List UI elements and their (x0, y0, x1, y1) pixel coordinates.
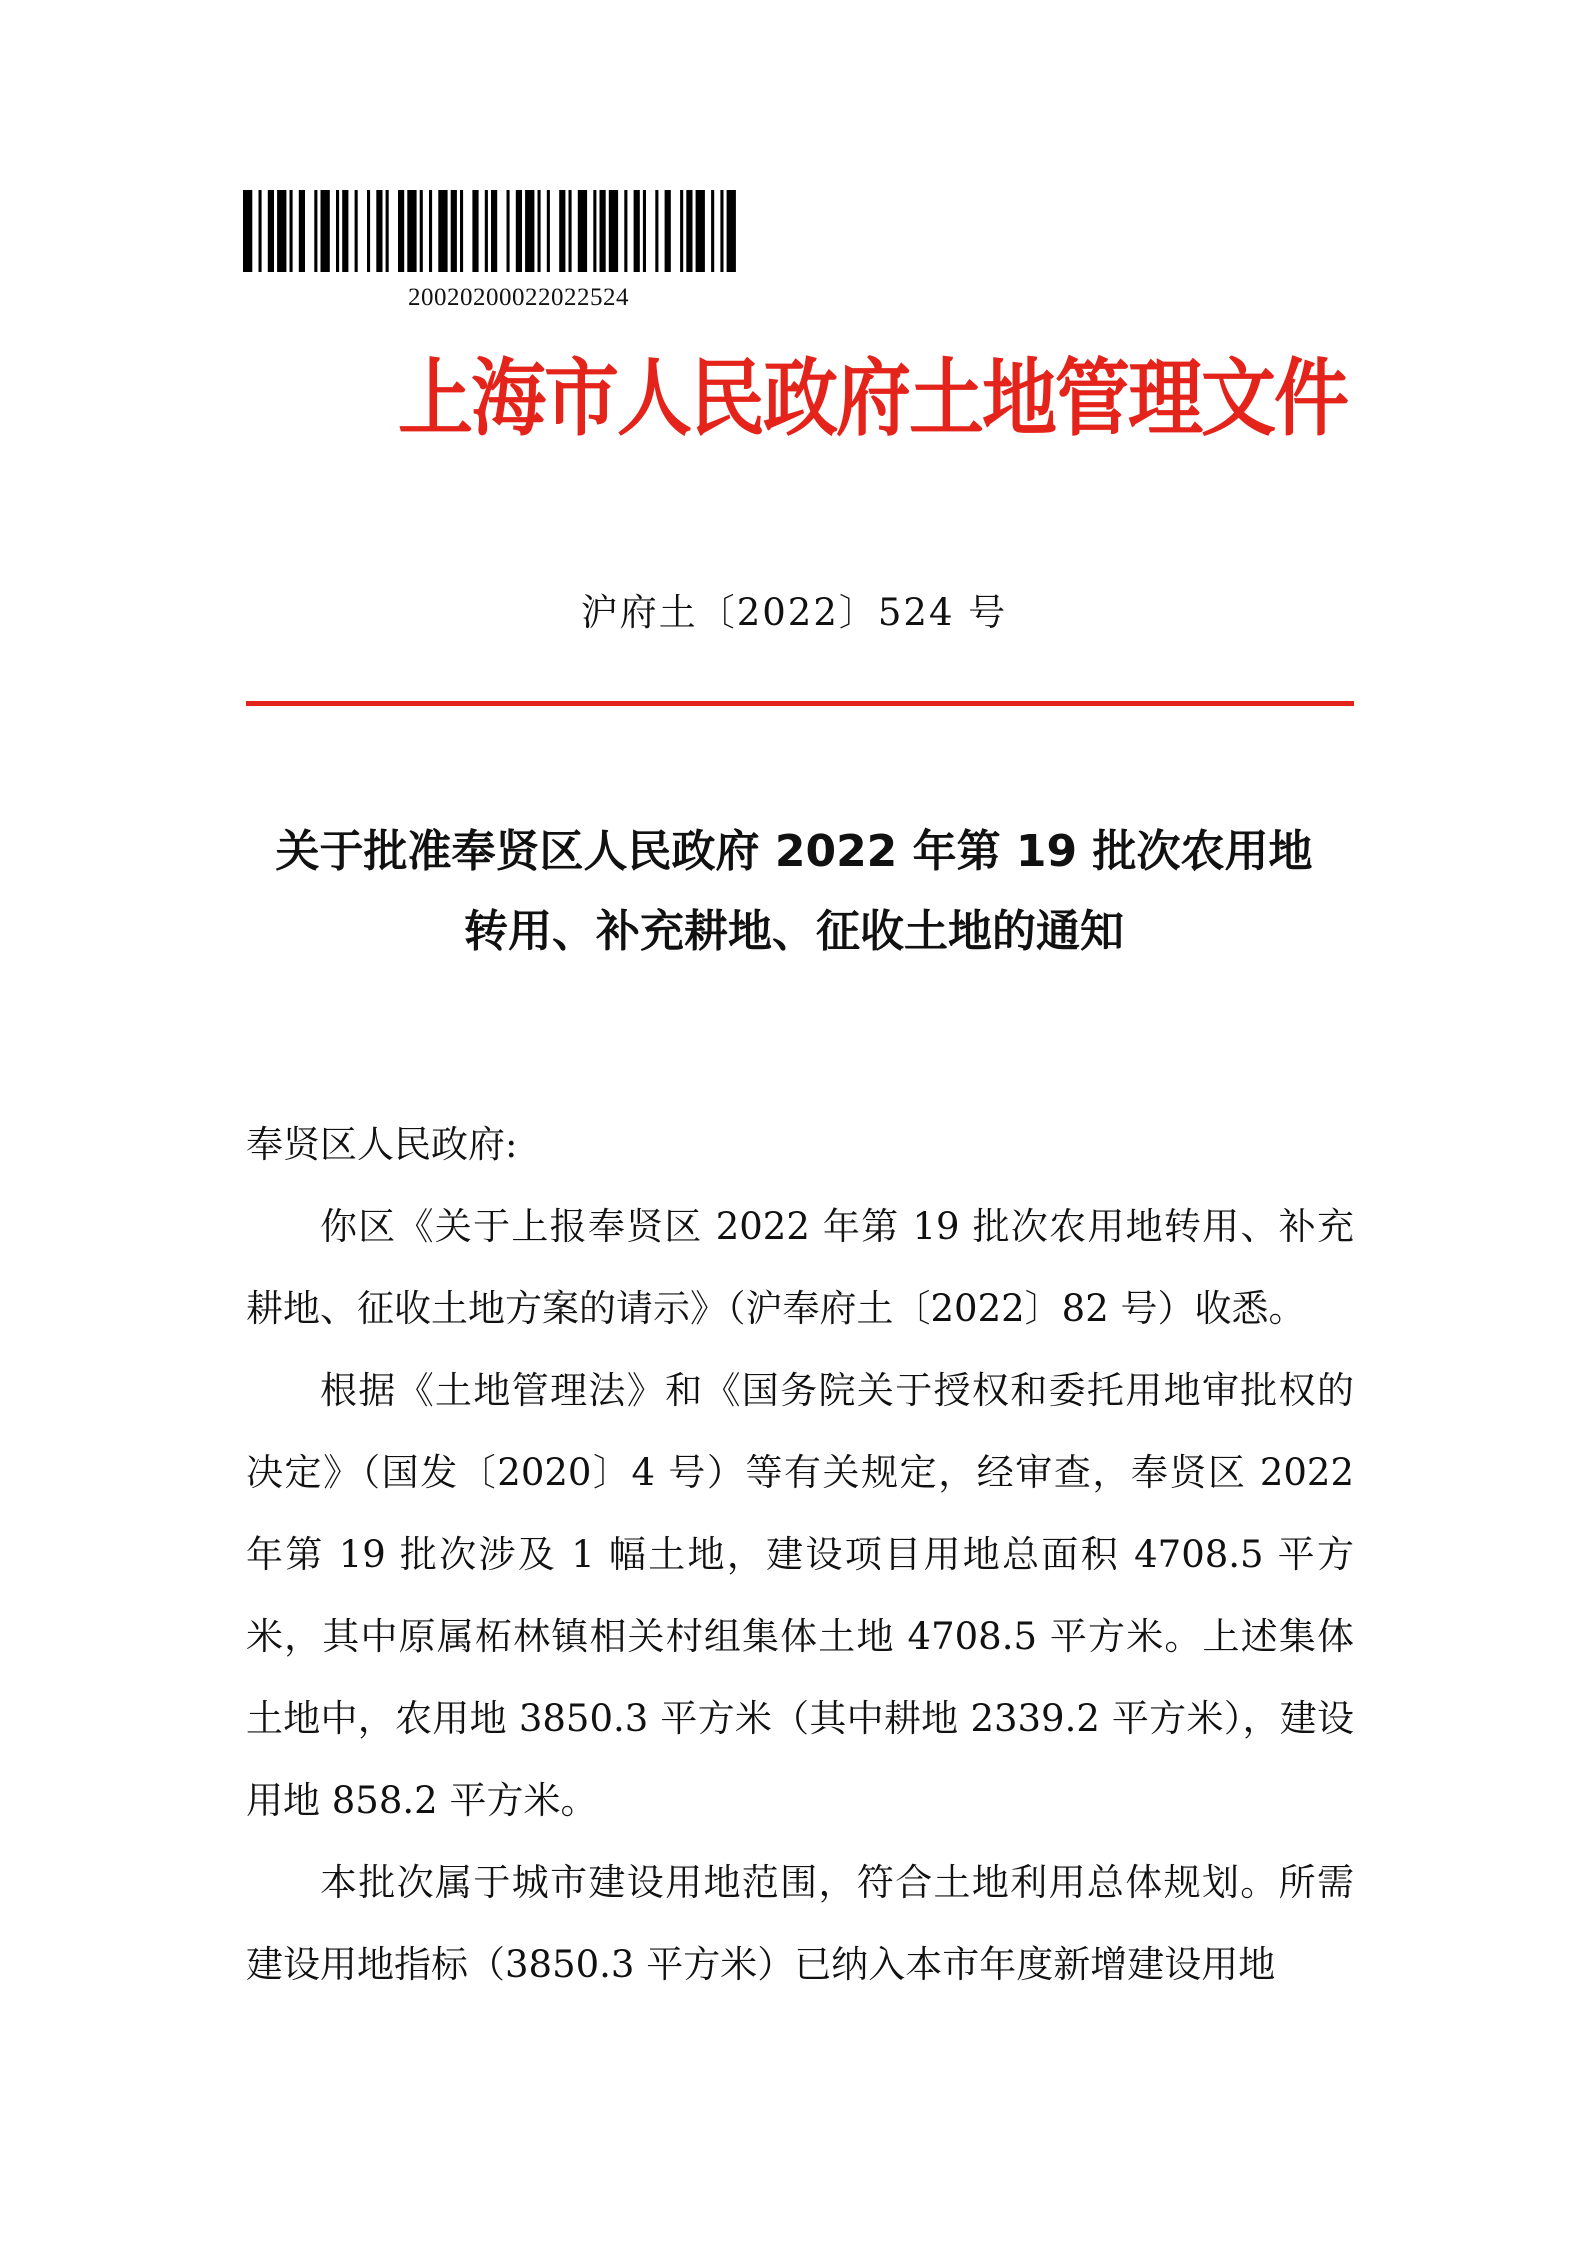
barcode-bar (516, 190, 522, 272)
barcode-bar (727, 190, 736, 272)
salutation: 奉贤区人民政府: (246, 1123, 518, 1166)
red-divider-line (246, 701, 1354, 706)
barcode-bar (578, 190, 587, 272)
barcode-bar (643, 190, 646, 272)
barcode-bar (600, 190, 606, 272)
barcode-bar (460, 190, 463, 272)
barcode-bar (342, 190, 348, 272)
barcode-bar (321, 190, 330, 272)
body-paragraph-2: 根据《土地管理法》和《国务院关于授权和委托用地审批权的决定》（国发〔2020〕4 号）等有关规定，经审查，奉贤区 2022 年第 19 批次涉及 1 幅土地，建设项目用地总面积 4708.5 平方米，其中原属柘林镇相关村组集体土地 4708.5 平方米。上述集体土地中，农用地 3850.3 平方米（其中耕地 2339.2 平方米），建设用地 858.2 平方米。 (246, 1369, 1354, 1822)
barcode-bar (680, 190, 683, 272)
barcode-bar (407, 190, 416, 272)
barcode-bar (525, 190, 534, 272)
barcode-bar (569, 190, 572, 272)
barcode-bar (355, 190, 358, 272)
document-title-line-1: 关于批准奉贤区人民政府 2022 年第 19 批次农用地 (275, 826, 1313, 877)
barcode-bar (290, 190, 293, 272)
barcode-bar (259, 190, 262, 272)
barcode-bar (720, 190, 723, 272)
barcode-bar (538, 190, 541, 272)
barcode-bar (655, 190, 658, 272)
barcode-bar (593, 190, 596, 272)
barcode-bar (696, 190, 705, 272)
barcode-bar (624, 190, 627, 272)
barcode-bar (243, 190, 252, 272)
barcode-bar (386, 190, 389, 272)
barcode-bar (686, 190, 692, 272)
barcode-bar (420, 190, 423, 272)
barcode-bar (665, 190, 671, 272)
barcode-bar (438, 190, 447, 272)
barcode-bar (376, 190, 382, 272)
barcode-bar (398, 190, 404, 272)
body-paragraph-3: 本批次属于城市建设用地范围，符合土地利用总体规划。所需建设用地指标（3850.3 平方米）已纳入本市年度新增建设用地 (246, 1861, 1354, 1986)
barcode-bar (711, 190, 714, 272)
body-paragraph-1: 你区《关于上报奉贤区 2022 年第 19 批次农用地转用、补充耕地、征收土地方案的请示》（沪奉府土〔2022〕82 号）收悉。 (246, 1205, 1354, 1330)
barcode-bar (451, 190, 457, 272)
barcode-bar (485, 190, 488, 272)
barcode-bar (634, 190, 640, 272)
document-title-line-2: 转用、补充耕地、征收土地的通知 (464, 906, 1124, 957)
document-body (246, 1104, 1354, 2006)
document-number: 沪府土〔2022〕524 号 (580, 591, 1008, 634)
barcode-bar (314, 190, 317, 272)
barcode-bar (429, 190, 432, 272)
barcode-bar (559, 190, 565, 272)
document-title (0, 812, 1588, 972)
barcode-number: 20020200022022524 (408, 284, 629, 311)
barcode-bar (547, 190, 550, 272)
masthead-title: 上海市人民政府土地管理文件 (398, 349, 1348, 448)
barcode-bar (336, 190, 339, 272)
barcode-bar (491, 190, 497, 272)
barcode (243, 190, 838, 272)
barcode-bar (277, 190, 286, 272)
barcode-bar (367, 190, 370, 272)
barcode-bar (472, 190, 478, 272)
barcode-bar (268, 190, 274, 272)
barcode-bar (507, 190, 510, 272)
barcode-bar (609, 190, 618, 272)
barcode-bar (299, 190, 305, 272)
